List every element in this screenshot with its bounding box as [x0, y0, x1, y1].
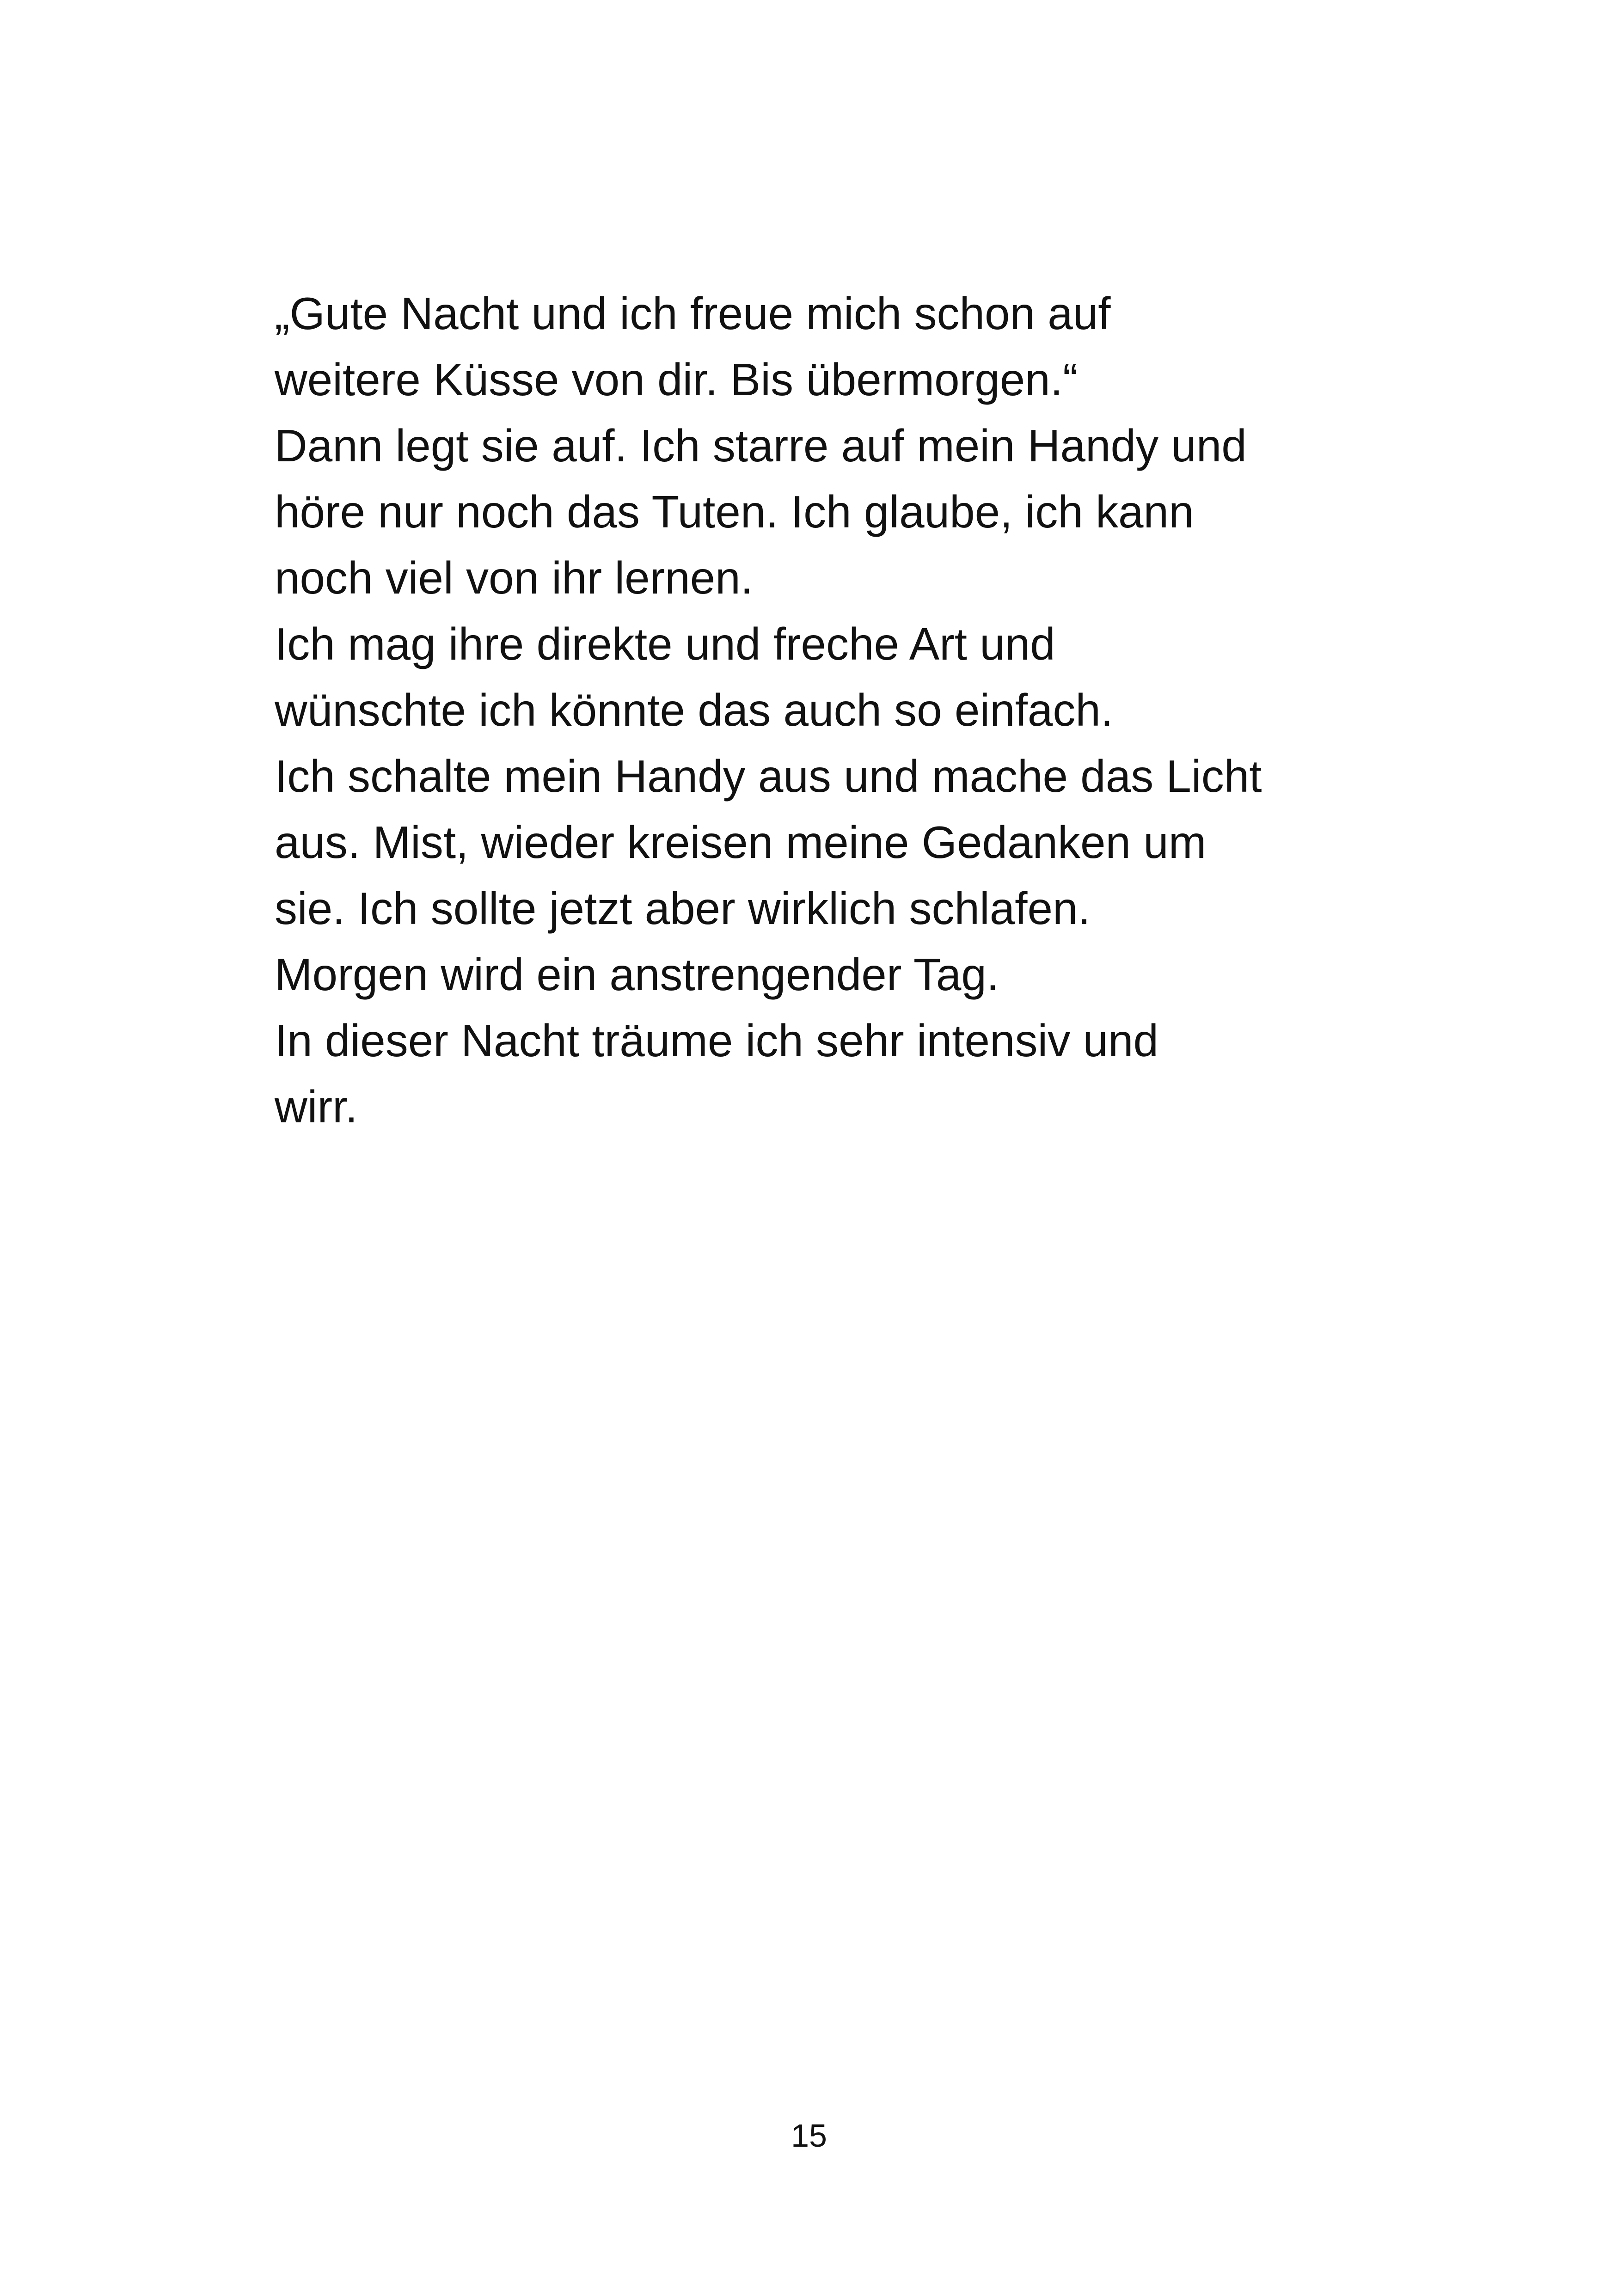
text-line: aus. Mist, wieder kreisen meine Gedanken um: [275, 817, 1207, 868]
text-line: weitere Küsse von dir. Bis übermorgen.“: [275, 354, 1078, 405]
text-line: In dieser Nacht träume ich sehr intensiv und: [275, 1015, 1158, 1066]
text-line: noch viel von ihr lernen.: [275, 552, 754, 603]
body-text: [275, 281, 1384, 1140]
text-line: sie. Ich sollte jetzt aber wirklich schlafen.: [275, 883, 1091, 934]
text-line: Ich schalte mein Handy aus und mache das Licht: [275, 751, 1262, 802]
text-line: wünschte ich könnte das auch so einfach.: [275, 685, 1114, 735]
text-line: wirr.: [275, 1081, 358, 1132]
text-line: höre nur noch das Tuten. Ich glaube, ich kann: [275, 486, 1194, 537]
page-number: 15: [791, 2118, 827, 2154]
text-line: Ich mag ihre direkte und freche Art und: [275, 618, 1055, 669]
text-line: „Gute Nacht und ich freue mich schon auf: [275, 288, 1111, 339]
text-line: Morgen wird ein anstrengender Tag.: [275, 949, 999, 1000]
text-line: Dann legt sie auf. Ich starre auf mein Handy und: [275, 420, 1247, 471]
